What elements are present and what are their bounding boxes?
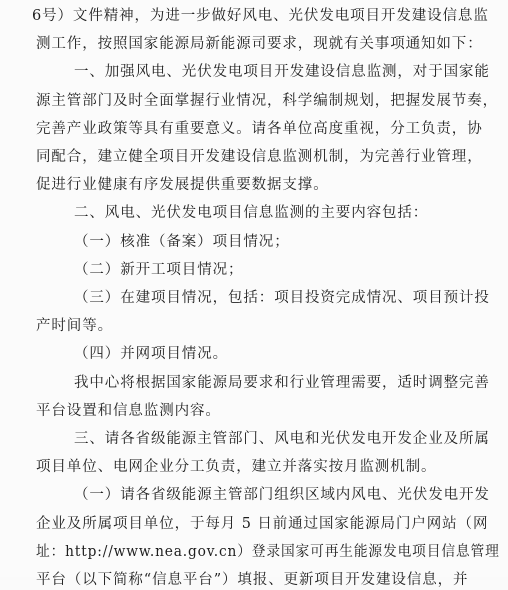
text-line-12: 产时间等。 bbox=[36, 318, 113, 335]
text-line-6: 同配合，建立健全项目开发建设信息监测机制，为完善行业管理， bbox=[36, 149, 483, 165]
text-line-10: （二）新开工项目情况； bbox=[74, 261, 244, 278]
text-line-7: 促进行业健康有序发展提供重要数据支撑。 bbox=[36, 177, 329, 194]
text-line-9: （一）核准（备案）项目情况； bbox=[74, 233, 290, 250]
text-line-14: 我中心将根据国家能源局要求和行业管理需要，适时调整完善 bbox=[74, 374, 490, 391]
text-line-2: 测工作，按照国家能源局新能源司要求，现就有关事项通知如下： bbox=[36, 36, 483, 53]
text-line-13: （四）并网项目情况。 bbox=[74, 346, 228, 363]
text-line-1: 6号）文件精神，为进一步做好风电、光伏发电项目开发建设信息监 bbox=[32, 8, 489, 24]
text-line-20: 址：http://www.nea.gov.cn）登录国家可再生能源发电项目信息管理 bbox=[36, 543, 500, 560]
text-line-21: 平台（以下简称“信息平台”）填报、更新项目开发建设信息，并 bbox=[36, 572, 469, 588]
text-line-3: 一、加强风电、光伏发电项目开发建设信息监测，对于国家能 bbox=[74, 64, 490, 81]
text-line-8: 二、风电、光伏发电项目信息监测的主要内容包括： bbox=[74, 205, 429, 222]
text-line-11: （三）在建项目情况，包括：项目投资完成情况、项目预计投 bbox=[74, 290, 490, 306]
text-line-15: 平台设置和信息监测内容。 bbox=[36, 402, 221, 419]
text-line-19: 企业及所属项目单位，于每月 5 日前通过国家能源局门户网站（网 bbox=[36, 515, 489, 532]
text-line-4: 源主管部门及时全面掌握行业情况，科学编制规划，把握发展节奏， bbox=[36, 92, 498, 109]
text-line-17: 项目单位、电网企业分工负责，建立并落实按月监测机制。 bbox=[36, 459, 437, 476]
text-line-5: 完善产业政策等具有重要意义。请各单位高度重视，分工负责，协 bbox=[36, 120, 483, 137]
text-line-16: 三、请各省级能源主管部门、风电和光伏发电开发企业及所属 bbox=[74, 431, 490, 447]
text-line-18: （一）请各省级能源主管部门组织区域内风电、光伏发电开发 bbox=[74, 487, 490, 504]
